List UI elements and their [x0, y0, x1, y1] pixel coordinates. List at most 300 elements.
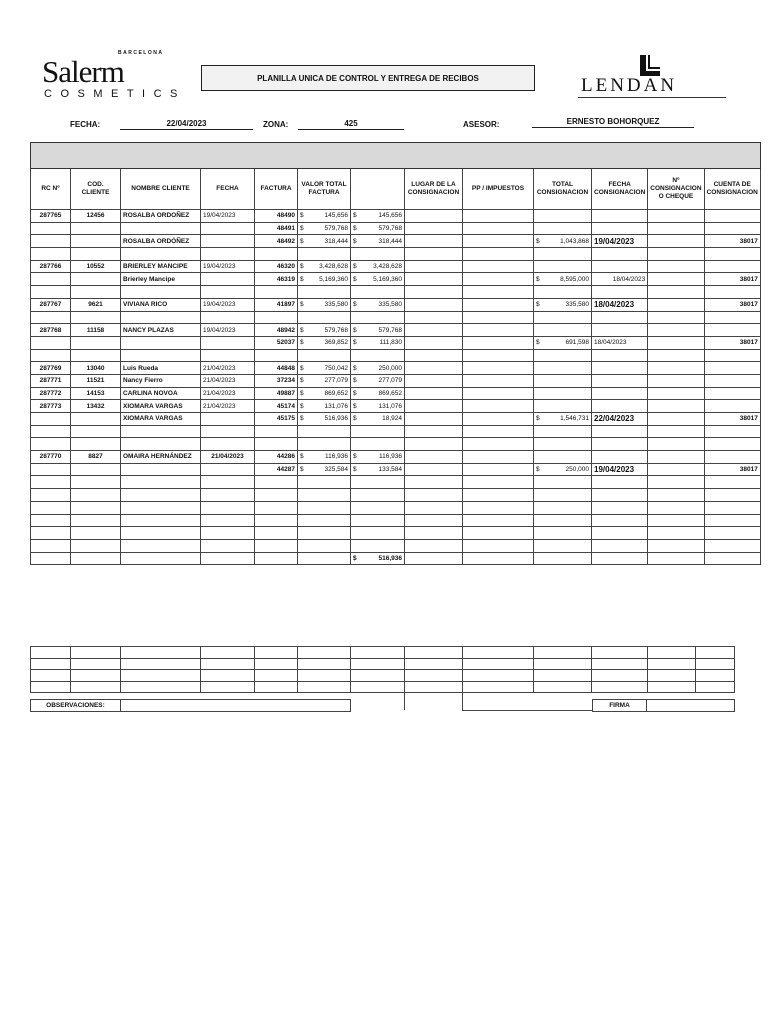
invoice-total: [298, 298, 351, 311]
rc-number: [31, 222, 71, 235]
client-name: BRIERLEY MANCIPE: [121, 260, 201, 273]
total-consignacion: [534, 210, 592, 223]
currency-sign: $: [353, 415, 357, 423]
bottom-cell[interactable]: [463, 647, 534, 659]
rc-number: 287771: [31, 374, 71, 387]
bottom-cell[interactable]: [298, 658, 351, 670]
invoice-total: [298, 349, 351, 362]
currency-sign: $: [536, 415, 540, 423]
fecha-consignacion: [592, 438, 648, 451]
consignacion-number: [648, 387, 704, 400]
fecha-consignacion: [592, 501, 648, 514]
currency-sign: $: [300, 225, 304, 233]
empty-cell: [71, 552, 121, 565]
client-name: [121, 248, 201, 261]
client-name: [121, 514, 201, 527]
bottom-cell[interactable]: [351, 658, 405, 670]
empty-cell: [704, 552, 760, 565]
client-name: [121, 527, 201, 540]
amount-paid: [351, 463, 405, 476]
bottom-cell[interactable]: [648, 681, 696, 693]
bottom-cell[interactable]: [696, 670, 735, 682]
pp-impuestos: [463, 260, 534, 273]
empty-cell: [201, 552, 255, 565]
client-code: [71, 222, 121, 235]
cuenta-consignacion: [704, 489, 760, 502]
currency-sign: $: [353, 377, 357, 385]
bottom-row: [31, 658, 735, 670]
total-consignacion: [534, 413, 592, 426]
cuenta-consignacion: [704, 311, 760, 324]
invoice-total: [298, 248, 351, 261]
fecha-consignacion: [592, 362, 648, 375]
firma-field[interactable]: [646, 699, 735, 712]
fecha-consignacion: 22/04/2023: [592, 413, 648, 426]
invoice-total: [298, 362, 351, 375]
amount: 8,595,000: [560, 275, 589, 283]
total-consignacion: [534, 489, 592, 502]
bottom-cell[interactable]: [405, 658, 463, 670]
amount: 116,936: [324, 453, 348, 461]
rc-number: 287770: [31, 451, 71, 464]
client-name: OMAIRA HERNÁNDEZ: [121, 451, 201, 464]
consignacion-number: [648, 298, 704, 311]
amount: 318,444: [378, 237, 402, 245]
bottom-cell[interactable]: [534, 681, 592, 693]
client-code: 8827: [71, 451, 121, 464]
consignacion-number: [648, 273, 704, 286]
client-name: [121, 222, 201, 235]
bottom-cell[interactable]: [696, 647, 735, 659]
fecha-value[interactable]: 22/04/2023: [120, 119, 253, 130]
bottom-cell[interactable]: [592, 647, 648, 659]
invoice-total: [298, 235, 351, 248]
invoice-total: [298, 400, 351, 413]
currency-sign: $: [300, 301, 304, 309]
bottom-cell[interactable]: [648, 658, 696, 670]
table-row: [31, 400, 761, 413]
client-name: [121, 336, 201, 349]
currency-sign: $: [300, 212, 304, 220]
bottom-cell[interactable]: [351, 670, 405, 682]
total-consignacion: [534, 501, 592, 514]
amount: 335,580: [565, 301, 589, 309]
pp-impuestos: [463, 222, 534, 235]
bottom-cell[interactable]: [201, 647, 255, 659]
client-code: 11158: [71, 324, 121, 337]
rc-number: [31, 311, 71, 324]
rc-number: [31, 501, 71, 514]
bottom-cell[interactable]: [298, 647, 351, 659]
total-consignacion: [534, 311, 592, 324]
rc-number: [31, 438, 71, 451]
amount: 1,546,731: [560, 415, 589, 423]
amount: 691,598: [565, 339, 589, 347]
table-row: [31, 539, 761, 552]
bottom-cell[interactable]: [255, 658, 298, 670]
grand-total: [351, 552, 405, 565]
fecha-consignacion: [592, 539, 648, 552]
pp-impuestos: [463, 273, 534, 286]
bottom-cell[interactable]: [255, 647, 298, 659]
invoice-date: [201, 273, 255, 286]
invoice-total: [298, 451, 351, 464]
client-code: [71, 273, 121, 286]
lendan-logo: [578, 55, 728, 100]
invoice-date: [201, 336, 255, 349]
cuenta-consignacion: 38017: [704, 273, 760, 286]
table-row: [31, 286, 761, 299]
asesor-value[interactable]: ERNESTO BOHORQUEZ: [532, 117, 694, 128]
amount: 318,444: [324, 237, 348, 245]
client-code: [71, 235, 121, 248]
currency-sign: $: [353, 364, 357, 372]
footer-row: [30, 699, 734, 711]
bottom-cell[interactable]: [71, 681, 121, 693]
rc-number: [31, 476, 71, 489]
currency-sign: $: [353, 301, 357, 309]
invoice-number: [255, 514, 298, 527]
client-code: [71, 349, 121, 362]
consignacion-number: [648, 349, 704, 362]
client-code: [71, 438, 121, 451]
client-name: [121, 311, 201, 324]
fecha-consignacion: 18/04/2023: [592, 273, 648, 286]
total-consignacion: [534, 235, 592, 248]
amount: 18,924: [382, 415, 402, 423]
currency-sign: $: [353, 339, 357, 347]
bottom-cell[interactable]: [121, 647, 201, 659]
client-name: NANCY PLAZAS: [121, 324, 201, 337]
bottom-cell[interactable]: [298, 670, 351, 682]
amount-paid: [351, 222, 405, 235]
invoice-number: 45174: [255, 400, 298, 413]
client-code: [71, 463, 121, 476]
amount-paid: [351, 514, 405, 527]
bottom-cell[interactable]: [121, 681, 201, 693]
table-row: [31, 425, 761, 438]
currency-sign: $: [353, 263, 357, 271]
currency-sign: $: [300, 389, 304, 397]
consignacion-place: [405, 387, 463, 400]
consignacion-place: [405, 501, 463, 514]
fecha-consignacion: [592, 400, 648, 413]
fecha-consignacion: [592, 476, 648, 489]
consignacion-place: [405, 235, 463, 248]
invoice-number: 49887: [255, 387, 298, 400]
lendan-underline: [578, 97, 726, 98]
bottom-cell[interactable]: [31, 658, 71, 670]
consignacion-number: [648, 514, 704, 527]
invoice-total: [298, 425, 351, 438]
client-name: Brierley Mancipe: [121, 273, 201, 286]
pp-impuestos: [463, 324, 534, 337]
table-row: [31, 362, 761, 375]
invoice-number: 44286: [255, 451, 298, 464]
total-consignacion: [534, 349, 592, 362]
client-code: 9621: [71, 298, 121, 311]
bottom-cell[interactable]: [696, 658, 735, 670]
bottom-cell[interactable]: [696, 681, 735, 693]
bottom-cell[interactable]: [71, 670, 121, 682]
bottom-cell[interactable]: [405, 670, 463, 682]
consignacion-number: [648, 336, 704, 349]
currency-sign: $: [353, 554, 357, 562]
total-consignacion: [534, 273, 592, 286]
rc-number: 287767: [31, 298, 71, 311]
table-row: [31, 298, 761, 311]
col-header: COD. CLIENTE: [71, 169, 121, 210]
consignacion-place: [405, 438, 463, 451]
invoice-date: 21/04/2023: [201, 362, 255, 375]
client-name: ROSALBA ORDÓÑEZ: [121, 235, 201, 248]
amount-paid: [351, 260, 405, 273]
amount: 1,043,868: [560, 237, 589, 245]
client-code: 12456: [71, 210, 121, 223]
cuenta-consignacion: [704, 387, 760, 400]
cuenta-consignacion: [704, 400, 760, 413]
table-row: [31, 235, 761, 248]
amount: 131,076: [378, 402, 402, 410]
bottom-cell[interactable]: [592, 670, 648, 682]
table-row: [31, 438, 761, 451]
invoice-total: [298, 476, 351, 489]
total-consignacion: [534, 476, 592, 489]
form-title: PLANILLA UNICA DE CONTROL Y ENTREGA DE RECIBOS: [201, 65, 535, 91]
currency-sign: $: [300, 237, 304, 245]
amount-paid: [351, 210, 405, 223]
bottom-cell[interactable]: [121, 658, 201, 670]
bottom-cell[interactable]: [31, 681, 71, 693]
invoice-number: 46320: [255, 260, 298, 273]
client-code: [71, 514, 121, 527]
client-name: [121, 501, 201, 514]
amount: 335,580: [378, 301, 402, 309]
consignacion-number: [648, 413, 704, 426]
zona-label: ZONA:: [263, 120, 289, 129]
cuenta-consignacion: [704, 260, 760, 273]
bottom-cell[interactable]: [31, 670, 71, 682]
pp-impuestos: [463, 298, 534, 311]
consignacion-number: [648, 400, 704, 413]
pp-impuestos: [463, 451, 534, 464]
amount-paid: [351, 248, 405, 261]
bottom-cell[interactable]: [592, 658, 648, 670]
client-code: [71, 539, 121, 552]
table-row: [31, 324, 761, 337]
col-header: TOTAL CONSIGNACION: [534, 169, 592, 210]
consignacion-number: [648, 527, 704, 540]
invoice-total: [298, 222, 351, 235]
bottom-cell[interactable]: [534, 647, 592, 659]
amount-paid: [351, 286, 405, 299]
consignacion-place: [405, 476, 463, 489]
pp-impuestos: [463, 235, 534, 248]
client-code: [71, 336, 121, 349]
amount-paid: [351, 413, 405, 426]
bottom-cell[interactable]: [534, 658, 592, 670]
pp-impuestos: [463, 501, 534, 514]
total-consignacion: [534, 286, 592, 299]
consignacion-place: [405, 451, 463, 464]
bottom-cell[interactable]: [463, 670, 534, 682]
bottom-cell[interactable]: [201, 670, 255, 682]
client-name: [121, 286, 201, 299]
zona-value[interactable]: 425: [298, 119, 404, 130]
bottom-cell[interactable]: [648, 670, 696, 682]
invoice-date: 21/04/2023: [201, 374, 255, 387]
table-row: [31, 476, 761, 489]
bottom-cell[interactable]: [201, 658, 255, 670]
consignacion-place: [405, 463, 463, 476]
invoice-date: [201, 438, 255, 451]
consignacion-place: [405, 222, 463, 235]
fecha-consignacion: [592, 387, 648, 400]
cuenta-consignacion: [704, 210, 760, 223]
rc-number: [31, 463, 71, 476]
table-row: [31, 514, 761, 527]
consignacion-number: [648, 286, 704, 299]
amount-paid: [351, 235, 405, 248]
client-name: [121, 425, 201, 438]
empty-cell: [648, 552, 704, 565]
table-row: [31, 273, 761, 286]
invoice-date: [201, 476, 255, 489]
amount-paid: [351, 336, 405, 349]
bottom-cell[interactable]: [405, 647, 463, 659]
bottom-cell[interactable]: [592, 681, 648, 693]
pp-impuestos: [463, 349, 534, 362]
amount: 869,652: [378, 389, 402, 397]
bottom-cell[interactable]: [255, 670, 298, 682]
client-name: Nancy Fierro: [121, 374, 201, 387]
bottom-cell[interactable]: [255, 681, 298, 693]
consignacion-place: [405, 425, 463, 438]
invoice-date: 21/04/2023: [201, 400, 255, 413]
pp-impuestos: [463, 539, 534, 552]
observaciones-field[interactable]: [120, 699, 351, 712]
consignacion-place: [405, 400, 463, 413]
invoice-number: 48490: [255, 210, 298, 223]
consignacion-place: [405, 248, 463, 261]
consignacion-number: [648, 235, 704, 248]
fecha-consignacion: [592, 210, 648, 223]
consignacion-place: [405, 210, 463, 223]
table-row: [31, 222, 761, 235]
amount-paid: [351, 527, 405, 540]
consignacion-number: [648, 451, 704, 464]
cuenta-consignacion: [704, 425, 760, 438]
bottom-cell[interactable]: [71, 658, 121, 670]
invoice-total: [298, 324, 351, 337]
client-name: [121, 438, 201, 451]
bottom-cell[interactable]: [298, 681, 351, 693]
cuenta-consignacion: [704, 286, 760, 299]
cuenta-consignacion: [704, 527, 760, 540]
bottom-cell[interactable]: [351, 681, 405, 693]
consignacion-number: [648, 539, 704, 552]
firma-label: FIRMA: [592, 699, 647, 712]
client-name: ROSALBA ORDOÑEZ: [121, 210, 201, 223]
total-consignacion: [534, 298, 592, 311]
bottom-cell[interactable]: [31, 647, 71, 659]
col-header: LUGAR DE LA CONSIGNACION: [405, 169, 463, 210]
fecha-consignacion: [592, 222, 648, 235]
amount: 579,768: [378, 326, 402, 334]
invoice-date: [201, 222, 255, 235]
invoice-number: [255, 286, 298, 299]
bottom-cell[interactable]: [201, 681, 255, 693]
invoice-date: 19/04/2023: [201, 324, 255, 337]
table-row: [31, 311, 761, 324]
client-code: 13432: [71, 400, 121, 413]
amount-paid: [351, 349, 405, 362]
bottom-cell[interactable]: [71, 647, 121, 659]
cuenta-consignacion: [704, 362, 760, 375]
col-header: PP / IMPUESTOS: [463, 169, 534, 210]
bottom-cell[interactable]: [463, 681, 534, 693]
invoice-number: 46319: [255, 273, 298, 286]
bottom-cell[interactable]: [648, 647, 696, 659]
consignacion-place: [405, 349, 463, 362]
currency-sign: $: [353, 466, 357, 474]
fecha-consignacion: [592, 349, 648, 362]
total-consignacion: [534, 527, 592, 540]
amount-paid: [351, 489, 405, 502]
table-row: [31, 349, 761, 362]
bottom-cell[interactable]: [121, 670, 201, 682]
invoice-number: 45175: [255, 413, 298, 426]
pp-impuestos: [463, 413, 534, 426]
rc-number: [31, 235, 71, 248]
salerm-logo: [40, 50, 186, 102]
invoice-date: [201, 286, 255, 299]
invoice-date: [201, 425, 255, 438]
table-row: [31, 501, 761, 514]
bottom-cell[interactable]: [534, 670, 592, 682]
consignacion-place: [405, 260, 463, 273]
consignacion-place: [405, 413, 463, 426]
total-consignacion: [534, 400, 592, 413]
invoice-total: [298, 273, 351, 286]
amount-paid: [351, 298, 405, 311]
amount: 145,656: [324, 212, 348, 220]
consignacion-number: [648, 324, 704, 337]
table-row: [31, 451, 761, 464]
bottom-cell[interactable]: [463, 658, 534, 670]
currency-sign: $: [536, 301, 540, 309]
invoice-number: 37234: [255, 374, 298, 387]
rc-number: [31, 539, 71, 552]
total-consignacion: [534, 425, 592, 438]
amount: 5,169,360: [319, 275, 348, 283]
invoice-total: [298, 514, 351, 527]
rc-number: [31, 413, 71, 426]
invoice-total: [298, 501, 351, 514]
invoice-total: [298, 463, 351, 476]
currency-sign: $: [353, 225, 357, 233]
cuenta-consignacion: [704, 514, 760, 527]
table-row: [31, 463, 761, 476]
invoice-date: [201, 539, 255, 552]
logo-word: Salerm: [42, 54, 124, 89]
col-header: NOMBRE CLIENTE: [121, 169, 201, 210]
pp-impuestos: [463, 527, 534, 540]
amount-paid: [351, 324, 405, 337]
fecha-consignacion: [592, 425, 648, 438]
bottom-cell[interactable]: [351, 647, 405, 659]
cuenta-consignacion: [704, 539, 760, 552]
